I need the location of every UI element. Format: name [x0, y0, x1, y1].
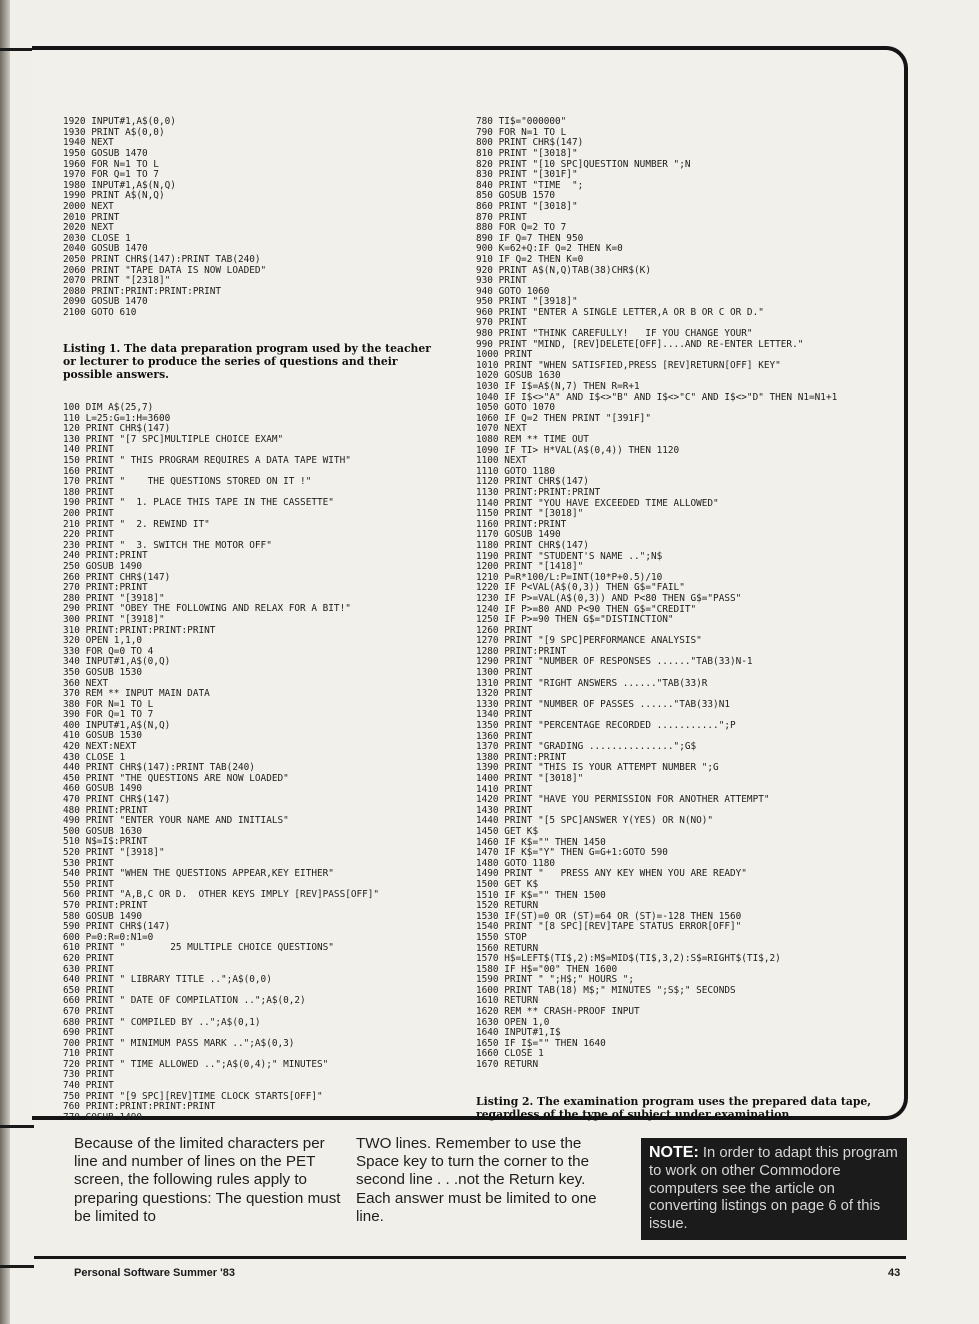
code-line: 330 FOR Q=0 TO 4: [63, 645, 154, 657]
code-line: 1920 INPUT#1,A$(0,0): [63, 116, 176, 128]
code-line: 470 PRINT CHR$(147): [63, 794, 171, 806]
code-line: 1380 PRINT:PRINT: [476, 751, 567, 763]
code-line: 1070 NEXT: [476, 423, 527, 435]
code-line: 190 PRINT " 1. PLACE THIS TAPE IN THE CASSETTE": [63, 497, 334, 509]
code-line: 140 PRINT: [63, 444, 114, 456]
code-line: 1040 IF I$<>"A" AND I$<>"B" AND I$<>"C" AND I$<>"D" THEN N1=N1+1: [476, 391, 838, 403]
code-line: 1370 PRINT "GRADING ...............";G$: [476, 741, 697, 753]
code-line: 610 PRINT " 25 MULTIPLE CHOICE QUESTIONS": [63, 942, 334, 954]
code-line: 1480 GOTO 1180: [476, 857, 556, 869]
code-line: 210 PRINT " 2. REWIND IT": [63, 518, 210, 530]
code-line: 160 PRINT: [63, 465, 114, 477]
page-number: 43: [888, 1267, 901, 1279]
code-line: 180 PRINT: [63, 486, 114, 498]
code-line: 1010 PRINT "WHEN SATISFIED,PRESS [REV]RETURN[OFF] KEY": [476, 359, 781, 371]
code-line: 1400 PRINT "[3018]": [476, 773, 584, 784]
code-line: 110 L=25:G=1:H=3600: [63, 412, 171, 424]
code-line: 1970 FOR Q=1 TO 7: [63, 169, 159, 181]
code-line: 980 PRINT "THINK CAREFULLY! IF YOU CHANGE YOUR": [476, 328, 753, 340]
code-line: 1260 PRINT: [476, 624, 533, 636]
margin-rule: [0, 1125, 34, 1128]
code-line: 620 PRINT: [63, 952, 114, 964]
code-line: 1440 PRINT "[5 SPC]ANSWER Y(YES) OR N(NO)": [476, 815, 714, 827]
article-text-column-1: [74, 1135, 342, 1226]
code-line: 780 TI$="000000": [476, 116, 567, 128]
code-line: 2000 NEXT: [63, 200, 114, 212]
code-line: 170 PRINT " THE QUESTIONS STORED ON IT !": [63, 476, 312, 488]
code-line: 1940 NEXT: [63, 137, 114, 149]
code-line: 370 REM ** INPUT MAIN DATA: [63, 688, 210, 700]
code-line: 1140 PRINT "YOU HAVE EXCEEDED TIME ALLOWED": [476, 497, 719, 509]
code-line: 990 PRINT "MIND, [REV]DELETE[OFF]....AND RE-ENTER LETTER.": [476, 338, 804, 350]
code-line: 300 PRINT "[3918]": [63, 613, 165, 625]
code-line: 480 PRINT:PRINT: [63, 804, 148, 816]
code-line: 1120 PRINT CHR$(147): [476, 476, 589, 488]
code-line: 200 PRINT: [63, 508, 114, 519]
code-line: 250 GOSUB 1490: [63, 560, 143, 572]
code-line: 840 PRINT "TIME ";: [476, 179, 584, 191]
code-line: 1570 H$=LEFT$(TI$,2):M$=MID$(TI$,3,2):S$=RIGHT$(TI$,2): [476, 953, 781, 965]
code-line: 860 PRINT "[3018]": [476, 200, 578, 212]
code-line: 2070 PRINT "[2318]": [63, 275, 171, 287]
code-line: 440 PRINT CHR$(147):PRINT TAB(240): [63, 762, 255, 774]
code-line: 1170 GOSUB 1490: [476, 529, 561, 541]
code-line: 880 FOR Q=2 TO 7: [476, 222, 567, 234]
code-line: 1130 PRINT:PRINT:PRINT: [476, 486, 601, 498]
code-line: 1320 PRINT: [476, 688, 533, 700]
code-line: 730 PRINT: [63, 1069, 114, 1081]
code-line: 410 GOSUB 1530: [63, 730, 143, 742]
code-line: 920 PRINT A$(N,Q)TAB(38)CHR$(K): [476, 264, 651, 276]
code-line: 1460 IF K$="" THEN 1450: [476, 836, 606, 848]
code-line: 350 GOSUB 1530: [63, 666, 143, 678]
code-line: 710 PRINT: [63, 1048, 114, 1060]
code-line: 970 PRINT: [476, 317, 527, 329]
code-line: 120 PRINT CHR$(147): [63, 423, 171, 435]
code-line: 510 N$=I$:PRINT: [63, 836, 148, 848]
code-line: 1950 GOSUB 1470: [63, 147, 148, 159]
code-line: 1180 PRINT CHR$(147): [476, 539, 589, 551]
listing-2-code-part-2: [476, 117, 906, 1070]
code-line: 220 PRINT: [63, 529, 114, 541]
note-box: [641, 1138, 907, 1240]
code-line: 720 PRINT " TIME ALLOWED ..";A$(0,4);" MINUTES": [63, 1058, 329, 1070]
code-line: 420 NEXT:NEXT: [63, 741, 137, 753]
code-line: 450 PRINT "THE QUESTIONS ARE NOW LOADED": [63, 772, 289, 784]
code-line: 1500 GET K$: [476, 878, 539, 890]
code-line: 1250 IF P>=90 THEN G$="DISTINCTION": [476, 614, 674, 626]
code-line: 130 PRINT "[7 SPC]MULTIPLE CHOICE EXAM": [63, 433, 284, 445]
code-line: 570 PRINT:PRINT: [63, 899, 148, 911]
code-line: 1150 PRINT "[3018]": [476, 508, 584, 520]
code-line: 1510 IF K$="" THEN 1500: [476, 889, 606, 901]
code-line: 430 CLOSE 1: [63, 751, 126, 763]
code-line: 640 PRINT " LIBRARY TITLE ..";A$(0,0): [63, 974, 272, 986]
code-line: 400 INPUT#1,A$(N,Q): [63, 719, 171, 731]
code-line: 790 FOR N=1 TO L: [476, 126, 567, 138]
code-line: 460 GOSUB 1490: [63, 783, 143, 795]
code-line: 630 PRINT: [63, 963, 114, 975]
code-line: 1020 GOSUB 1630: [476, 370, 561, 382]
code-line: 1410 PRINT: [476, 783, 533, 795]
code-line: 580 GOSUB 1490: [63, 910, 143, 922]
code-column-right: [476, 96, 906, 1132]
code-line: 1240 IF P>=80 AND P<90 THEN G$="CREDIT": [476, 603, 697, 615]
code-line: 2050 PRINT CHR$(147):PRINT TAB(240): [63, 253, 261, 265]
code-line: 1270 PRINT "[9 SPC]PERFORMANCE ANALYSIS": [476, 635, 702, 647]
code-line: 1300 PRINT: [476, 667, 533, 679]
code-line: 360 NEXT: [63, 677, 109, 689]
code-line: 600 P=0:R=0:N1=0: [63, 931, 154, 943]
code-line: 310 PRINT:PRINT:PRINT:PRINT: [63, 624, 216, 636]
code-line: 1550 STOP: [476, 931, 527, 943]
margin-rule: [0, 48, 34, 51]
code-line: 1220 IF P<VAL(A$(0,3)) THEN G$="FAIL": [476, 582, 685, 594]
code-line: 1540 PRINT "[8 SPC][REV]TAPE STATUS ERROR[OFF]": [476, 921, 742, 933]
code-line: 890 IF Q=7 THEN 950: [476, 232, 584, 244]
code-line: 290 PRINT "OBEY THE FOLLOWING AND RELAX FOR A BIT!": [63, 603, 351, 615]
code-line: 1600 PRINT TAB(18) M$;" MINUTES ";S$;" SECONDS: [476, 984, 736, 996]
code-line: 1390 PRINT "THIS IS YOUR ATTEMPT NUMBER ";G: [476, 762, 719, 774]
code-line: 760 PRINT:PRINT:PRINT:PRINT: [63, 1101, 216, 1113]
code-line: 950 PRINT "[3918]": [476, 296, 578, 308]
code-line: 1530 IF(ST)=0 OR (ST)=64 OR (ST)=-128 THEN 1560: [476, 910, 742, 922]
code-line: 900 K=62+Q:IF Q=2 THEN K=0: [476, 243, 623, 255]
code-line: 1200 PRINT "[1418]": [476, 561, 584, 573]
code-line: 740 PRINT: [63, 1080, 114, 1092]
code-line: 1980 INPUT#1,A$(N,Q): [63, 179, 176, 191]
listing-1-caption: Listing 1. The data preparation program used by the teacher or lecturer to produce the series of questions and their possible answers.: [63, 341, 431, 382]
code-line: 1050 GOTO 1070: [476, 402, 556, 414]
code-line: 260 PRINT CHR$(147): [63, 571, 171, 583]
code-line: 1620 REM ** CRASH-PROOF INPUT: [476, 1006, 640, 1018]
code-line: 770 GOSUB 1490: [63, 1111, 143, 1123]
code-line: 1930 PRINT A$(0,0): [63, 126, 165, 138]
code-line: 960 PRINT "ENTER A SINGLE LETTER,A OR B OR C OR D.": [476, 306, 764, 318]
code-line: 1630 OPEN 1,0: [476, 1016, 550, 1028]
note-label: NOTE:: [649, 1144, 699, 1161]
code-line: 1230 IF P>=VAL(A$(0,3)) AND P<80 THEN G$="PASS": [476, 592, 742, 604]
code-line: 1520 RETURN: [476, 900, 539, 912]
code-line: 940 GOTO 1060: [476, 285, 550, 297]
code-line: 1060 IF Q=2 THEN PRINT "[391F]": [476, 412, 651, 424]
code-line: 2060 PRINT "TAPE DATA IS NOW LOADED": [63, 264, 267, 276]
code-line: 1650 IF I$="" THEN 1640: [476, 1037, 606, 1049]
code-line: 380 FOR N=1 TO L: [63, 698, 154, 710]
code-column-left: [63, 96, 453, 1134]
note-text: In order to adapt this program to work on other Commodore computers see the article on converting listings on page 6 of this issue.: [649, 1145, 898, 1233]
code-line: 830 PRINT "[301F]": [476, 169, 578, 181]
code-line: 560 PRINT "A,B,C OR D. OTHER KEYS IMPLY [REV]PASS[OFF]": [63, 889, 380, 901]
code-line: 1960 FOR N=1 TO L: [63, 158, 159, 170]
code-line: 820 PRINT "[10 SPC]QUESTION NUMBER ";N: [476, 158, 691, 170]
code-line: 1670 RETURN: [476, 1059, 539, 1071]
code-line: 680 PRINT " COMPILED BY ..";A$(0,1): [63, 1016, 261, 1028]
listing-2-caption: Listing 2. The examination program uses the prepared data tape, regardless of the type of subject under examination.: [476, 1094, 872, 1122]
article-paragraph: TWO lines. Remember to use the Space key to turn the corner to the second line . . .not the Return key. Each answer must be limited to one line.: [356, 1135, 597, 1225]
code-line: 500 GOSUB 1630: [63, 825, 143, 837]
code-line: 520 PRINT "[3918]": [63, 847, 165, 858]
code-line: 490 PRINT "ENTER YOUR NAME AND INITIALS": [63, 815, 289, 827]
code-line: 1190 PRINT "STUDENT'S NAME ..";N$: [476, 550, 663, 562]
code-line: 1990 PRINT A$(N,Q): [63, 190, 165, 202]
footer-magazine-name: Personal Software Summer '83: [74, 1267, 235, 1279]
code-line: 1590 PRINT " ";H$;" HOURS ";: [476, 974, 635, 986]
footer-rule: [34, 1256, 906, 1259]
code-line: 150 PRINT " THIS PROGRAM REQUIRES A DATA TAPE WITH": [63, 455, 351, 467]
code-line: 390 FOR Q=1 TO 7: [63, 709, 154, 721]
code-line: 1310 PRINT "RIGHT ANSWERS ......"TAB(33)R: [476, 677, 708, 689]
code-line: 850 GOSUB 1570: [476, 190, 556, 202]
code-line: 2080 PRINT:PRINT:PRINT:PRINT: [63, 285, 222, 297]
code-line: 1280 PRINT:PRINT: [476, 645, 567, 657]
code-line: 800 PRINT CHR$(147): [476, 137, 584, 149]
code-line: 910 IF Q=2 THEN K=0: [476, 253, 584, 265]
code-line: 280 PRINT "[3918]": [63, 592, 165, 604]
article-text-column-2: [356, 1135, 624, 1226]
code-line: 1090 IF TI> H*VAL(A$(0,4)) THEN 1120: [476, 444, 680, 456]
code-line: 1470 IF K$="Y" THEN G=G+1:GOTO 590: [476, 847, 668, 859]
code-line: 1080 REM ** TIME OUT: [476, 434, 589, 445]
code-line: 540 PRINT "WHEN THE QUESTIONS APPEAR,KEY EITHER": [63, 868, 334, 880]
code-line: 1000 PRINT: [476, 349, 533, 361]
code-line: 230 PRINT " 3. SWITCH THE MOTOR OFF": [63, 539, 272, 551]
code-line: 2010 PRINT: [63, 211, 120, 223]
code-line: 270 PRINT:PRINT: [63, 582, 148, 594]
code-line: 810 PRINT "[3018]": [476, 147, 578, 159]
code-line: 1360 PRINT: [476, 730, 533, 742]
code-line: 1340 PRINT: [476, 709, 533, 721]
code-line: 870 PRINT: [476, 211, 527, 223]
code-line: 700 PRINT " MINIMUM PASS MARK ..";A$(0,3): [63, 1037, 295, 1049]
code-line: 2100 GOTO 610: [63, 306, 137, 318]
listing-2-code-part-1: [63, 403, 453, 1123]
code-line: 2020 NEXT: [63, 222, 114, 234]
code-line: 550 PRINT: [63, 878, 114, 890]
code-line: 2030 CLOSE 1: [63, 232, 131, 244]
code-line: 690 PRINT: [63, 1027, 114, 1039]
code-line: 670 PRINT: [63, 1005, 114, 1017]
code-line: 1290 PRINT "NUMBER OF RESPONSES ......"TAB(33)N-1: [476, 656, 753, 668]
code-line: 1110 GOTO 1180: [476, 465, 556, 477]
code-line: 1640 INPUT#1,I$: [476, 1027, 561, 1039]
code-line: 1160 PRINT:PRINT: [476, 518, 567, 530]
listing-1-code: [63, 117, 453, 318]
code-line: 320 OPEN 1,1,0: [63, 635, 143, 647]
code-line: 1660 CLOSE 1: [476, 1048, 544, 1060]
code-line: 1560 RETURN: [476, 942, 539, 954]
code-line: 1420 PRINT "HAVE YOU PERMISSION FOR ANOTHER ATTEMPT": [476, 794, 770, 806]
code-line: 750 PRINT "[9 SPC][REV]TIME CLOCK STARTS[OFF]": [63, 1090, 323, 1102]
code-line: 240 PRINT:PRINT: [63, 550, 148, 562]
code-line: 1580 IF H$="00" THEN 1600: [476, 963, 618, 975]
code-line: 1490 PRINT " PRESS ANY KEY WHEN YOU ARE READY": [476, 868, 747, 880]
code-line: 1030 IF I$=A$(N,7) THEN R=R+1: [476, 381, 640, 393]
code-line: 590 PRINT CHR$(147): [63, 921, 171, 933]
code-line: 1450 GET K$: [476, 825, 539, 837]
code-line: 930 PRINT: [476, 275, 527, 287]
code-line: 340 INPUT#1,A$(0,Q): [63, 656, 171, 668]
code-line: 1330 PRINT "NUMBER OF PASSES ......"TAB(33)N1: [476, 698, 730, 710]
code-line: 1610 RETURN: [476, 995, 539, 1007]
code-line: 2040 GOSUB 1470: [63, 243, 148, 255]
code-line: 1100 NEXT: [476, 455, 527, 467]
code-line: 1430 PRINT: [476, 804, 533, 816]
code-line: 530 PRINT: [63, 857, 114, 869]
code-line: 660 PRINT " DATE OF COMPILATION ..";A$(0,2): [63, 995, 306, 1007]
code-line: 1350 PRINT "PERCENTAGE RECORDED ...........";P: [476, 720, 736, 732]
article-paragraph: Because of the limited characters per line and number of lines on the PET screen, the following rules apply to preparing questions: The question must be limited to: [74, 1135, 341, 1225]
margin-rule: [0, 1265, 34, 1268]
code-line: 100 DIM A$(25,7): [63, 402, 154, 414]
code-line: 2090 GOSUB 1470: [63, 296, 148, 308]
code-line: 650 PRINT: [63, 984, 114, 996]
code-line: 1210 P=R*100/L:P=INT(10*P+0.5)/10: [476, 571, 663, 583]
